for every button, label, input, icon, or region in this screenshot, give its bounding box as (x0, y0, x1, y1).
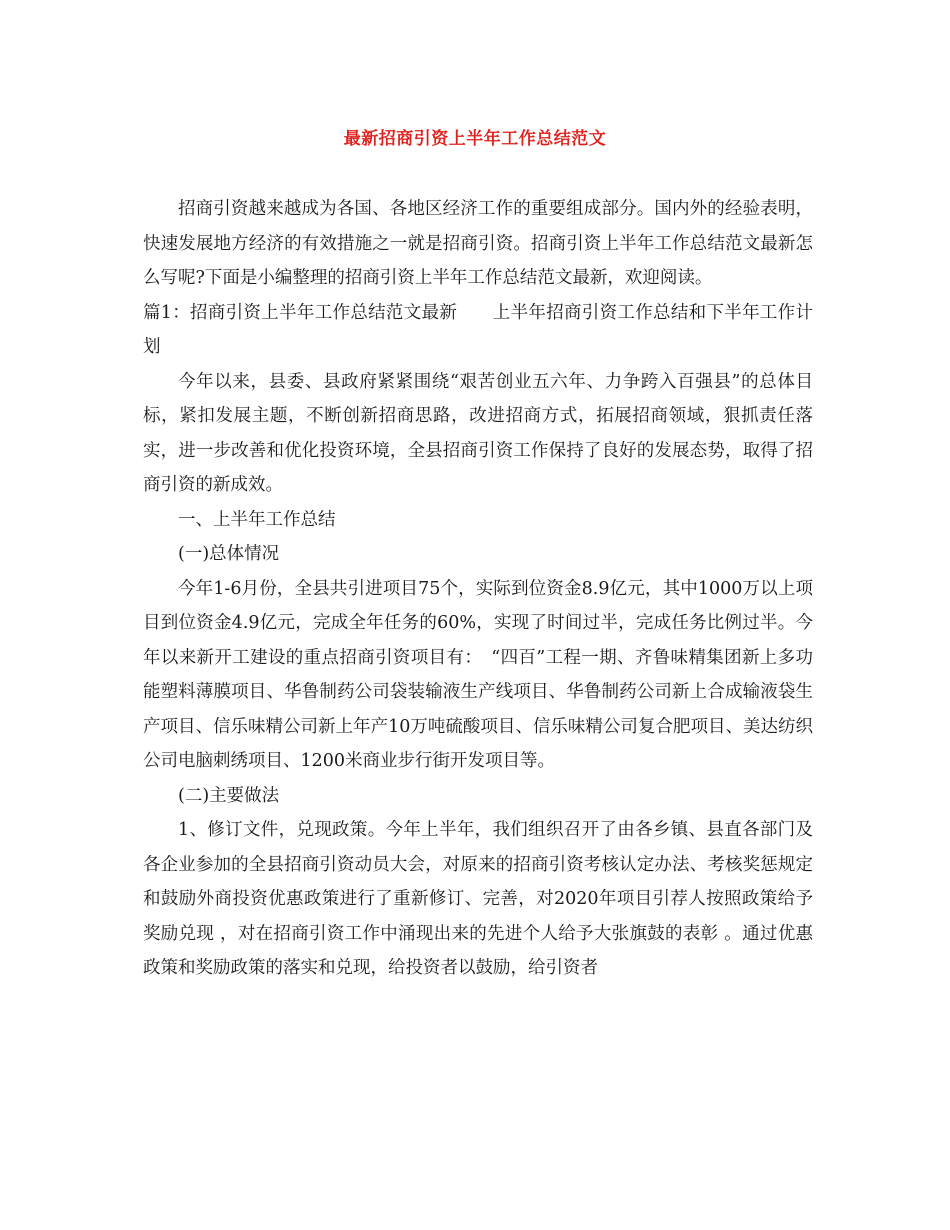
article-heading: 篇1：招商引资上半年工作总结范文最新 上半年招商引资工作总结和下半年工作计划 (143, 302, 813, 357)
subsection-heading-1: (一)总体情况 (178, 544, 280, 564)
summary-paragraph: 今年1-6月份，全县共引进项目75个，实际到位资金8.9亿元，其中1000万以上项目到位资金4.9亿元，完成全年任务的60%，实现了时间过半，完成任务比例过半。今年以来新开工建设的重点招商引资项目有： “四百”工程一期、齐鲁味精集团新上多功能塑料薄膜项目、华鲁制药公司袋装输液生产线项目、华鲁制药公司新上合成输液袋生产项目、信乐味精公司新上年产10万吨硫酸项目、信乐味精公司复合肥项目、美达纺织公司电脑刺绣项目、1200米商业步行街开发项目等。 (143, 578, 813, 771)
measures-paragraph: 1、修订文件，兑现政策。今年上半年，我们组织召开了由各乡镇、县直各部门及各企业参加的全县招商引资动员大会，对原来的招商引资考核认定办法、考核奖惩规定和鼓励外商投资优惠政策进行了重新修订、完善，对2020年项目引荐人按照政策给予奖励兑现 ，对在招商引资工作中涌现出来的先进个人给予大张旗鼓的表彰 。通过优惠政策和奖励政策的落实和兑现，给投资者以鼓励，给引资者 (143, 820, 813, 978)
document-title: 最新招商引资上半年工作总结范文 (343, 129, 607, 149)
intro-paragraph: 招商引资越来越成为各国、各地区经济工作的重要组成部分。国内外的经验表明，快速发展地方经济的有效措施之一就是招商引资。招商引资上半年工作总结范文最新怎么写呢?下面是小编整理的招商引资上半年工作总结范文最新，欢迎阅读。 (143, 199, 813, 288)
overview-paragraph: 今年以来，县委、县政府紧紧围绕“艰苦创业五六年、力争跨入百强县”的总体目标，紧扣发展主题，不断创新招商思路，改进招商方式，拓展招商领域，狠抓责任落实，进一步改善和优化投资环境，全县招商引资工作保持了良好的发展态势，取得了招商引资的新成效。 (143, 371, 813, 495)
subsection-heading-2: (二)主要做法 (178, 785, 280, 806)
document-body (143, 192, 813, 986)
section-heading-1: 一、上半年工作总结 (178, 509, 336, 530)
